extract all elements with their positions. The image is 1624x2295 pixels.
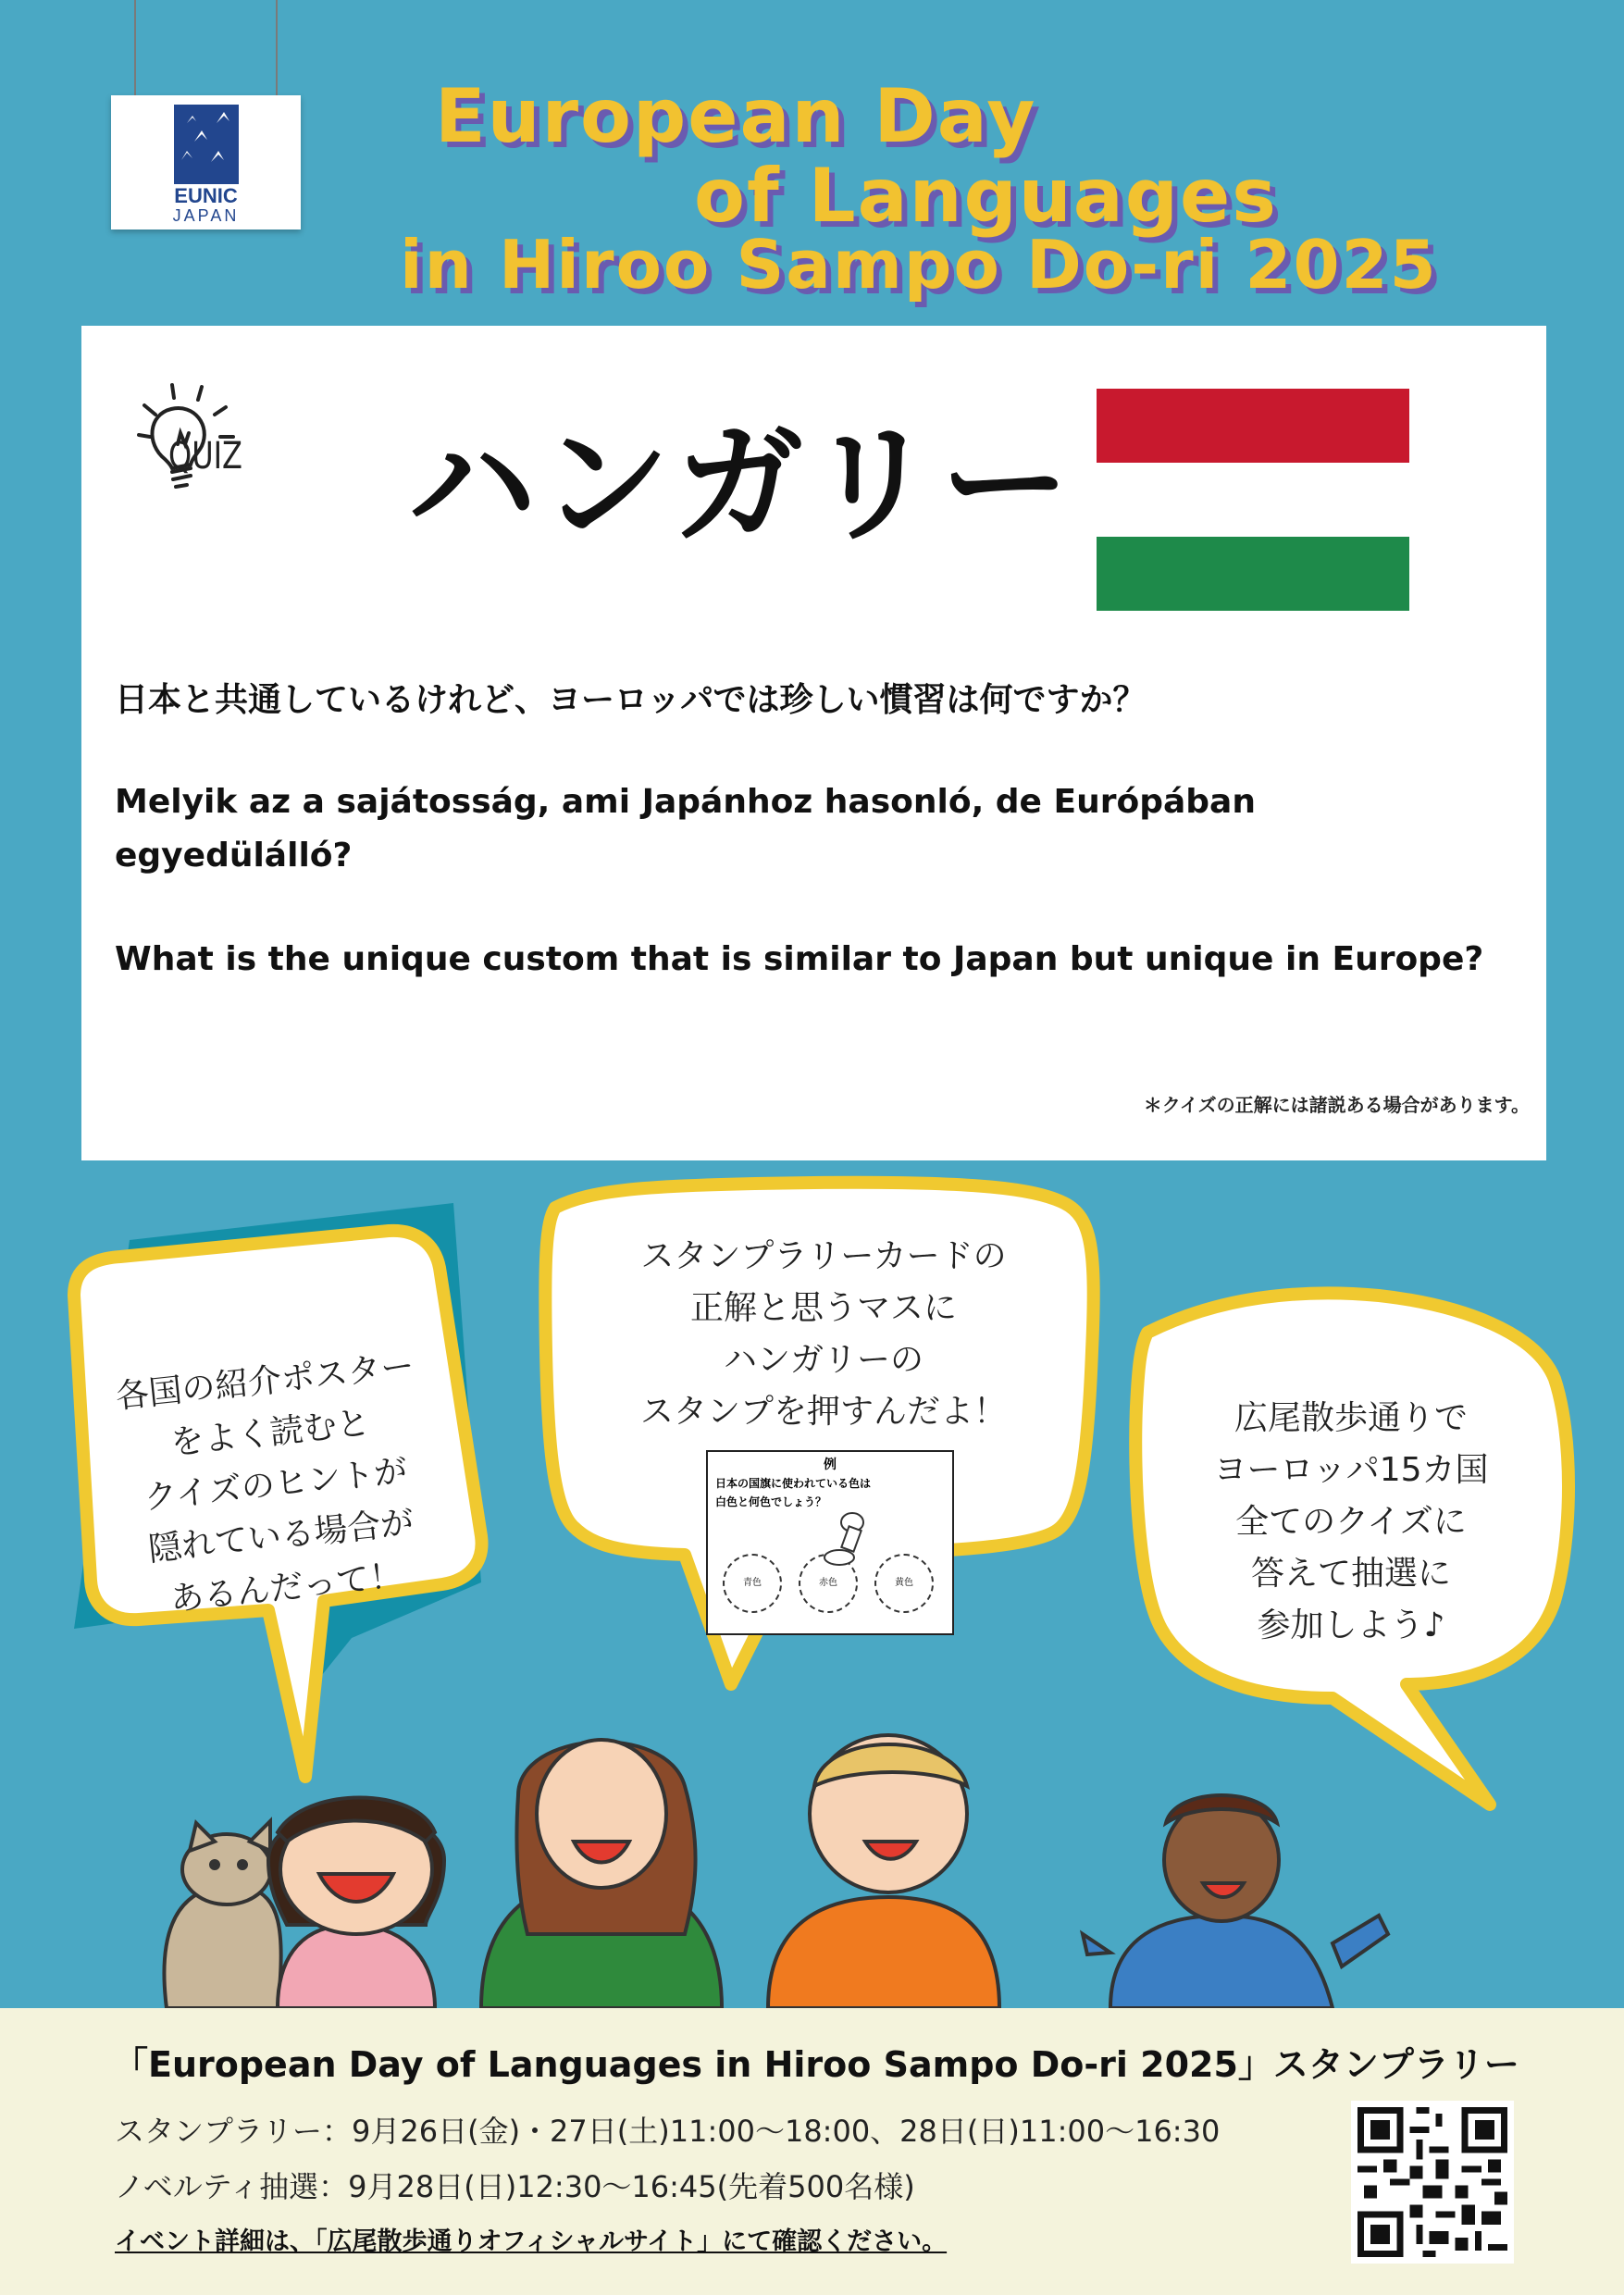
bubble-center-line: 正解と思うマスに [689, 1289, 957, 1327]
bubble-right-line: 全てのクイズに [1235, 1503, 1467, 1541]
question-hungarian-line1: Melyik az a sajátosság, ami Japánhoz hasonló, de Európában [115, 783, 1256, 821]
stamp-example-card [706, 1450, 954, 1635]
event-title-line1: European Day [435, 73, 1037, 159]
qr-code-icon[interactable] [1351, 2101, 1514, 2264]
bubble-right-line: 答えて抽選に [1250, 1555, 1451, 1593]
logo-subtext: JAPAN [172, 206, 240, 225]
stamp-icon [819, 1509, 874, 1574]
bubble-center-line: スタンプラリーカードの [640, 1237, 1007, 1275]
question-japanese: 日本と共通しているけれど、ヨーロッパでは珍しい慣習は何ですか？ [115, 681, 1147, 719]
characters-illustration [0, 1712, 1624, 2017]
example-question-line2: 白色と何色でしょう？ [715, 1495, 827, 1508]
quiz-label: QUIZ [168, 435, 242, 478]
eunic-logo [111, 95, 301, 230]
footer-title: 「European Day of Languages in Hiroo Sampo Do-ri 2025」スタンプラリー [113, 2044, 1519, 2085]
question-hungarian-line2: egyedülálló? [115, 837, 353, 875]
example-option: 黄色 [874, 1554, 934, 1613]
bubble-right-text [1152, 1393, 1550, 1652]
stamp-rally-schedule: スタンプラリー：9月26日(金)・27日(土)11:00～18:00、28日(日)11:00～16:30 [115, 2114, 1221, 2149]
logo-text: EUNIC [174, 184, 238, 207]
flag-stripe-green [1097, 537, 1409, 611]
bubble-left-line: をよく読むと [168, 1404, 372, 1463]
example-title: 例 [824, 1458, 837, 1472]
answer-note: ＊クイズの正解には諸説ある場合があります。 [1143, 1094, 1530, 1116]
bubble-right-line: ヨーロッパ15カ国 [1213, 1451, 1489, 1489]
bubble-center-line: スタンプを押すんだよ！ [639, 1393, 1007, 1431]
eunic-stars-icon [174, 105, 239, 184]
bubble-left-line: クイズのヒントが [142, 1452, 410, 1518]
bubble-left-line: 各国の紹介ポスター [113, 1346, 416, 1417]
country-name: ハンガリー [407, 410, 1074, 561]
hungary-flag [1097, 389, 1409, 611]
girl-illustration-1 [268, 1798, 444, 2009]
question-english: What is the unique custom that is similar to Japan but unique in Europe? [115, 940, 1484, 978]
event-title-line3: in Hiroo Sampo Do-ri 2025 [400, 226, 1438, 304]
example-question-line1: 日本の国旗に使われている色は [715, 1477, 872, 1490]
dog-illustration [164, 1821, 280, 2008]
bubble-right-line: 広尾散歩通りで [1233, 1399, 1468, 1437]
event-details-link[interactable]: イベント詳細は、「広尾散歩通りオフィシャルサイト」にて確認ください。 [115, 2227, 948, 2256]
flag-stripe-white [1097, 463, 1409, 537]
event-title-line2: of Languages [694, 153, 1278, 239]
girl-illustration-2 [481, 1740, 722, 2008]
hanging-string [134, 0, 136, 97]
bubble-left-line: 隠れている場合が [146, 1503, 416, 1569]
bubble-right-line: 参加しよう♪ [1257, 1606, 1445, 1644]
novelty-lottery-schedule: ノベルティ抽選：9月28日(日)12:30～16:45(先着500名様) [115, 2169, 915, 2204]
example-option: 赤色 [799, 1554, 858, 1613]
bubble-center-line: ハンガリーの [723, 1341, 924, 1379]
bubble-left-line: あるんだって！ [168, 1557, 405, 1619]
flag-stripe-red [1097, 389, 1409, 463]
bubble-center-text [564, 1231, 1083, 1438]
bubble-left-text [69, 1336, 483, 1634]
example-option: 青色 [723, 1554, 782, 1613]
hanging-string [276, 0, 278, 97]
boy-illustration-2 [1083, 1795, 1388, 2008]
boy-illustration-1 [768, 1735, 999, 2008]
